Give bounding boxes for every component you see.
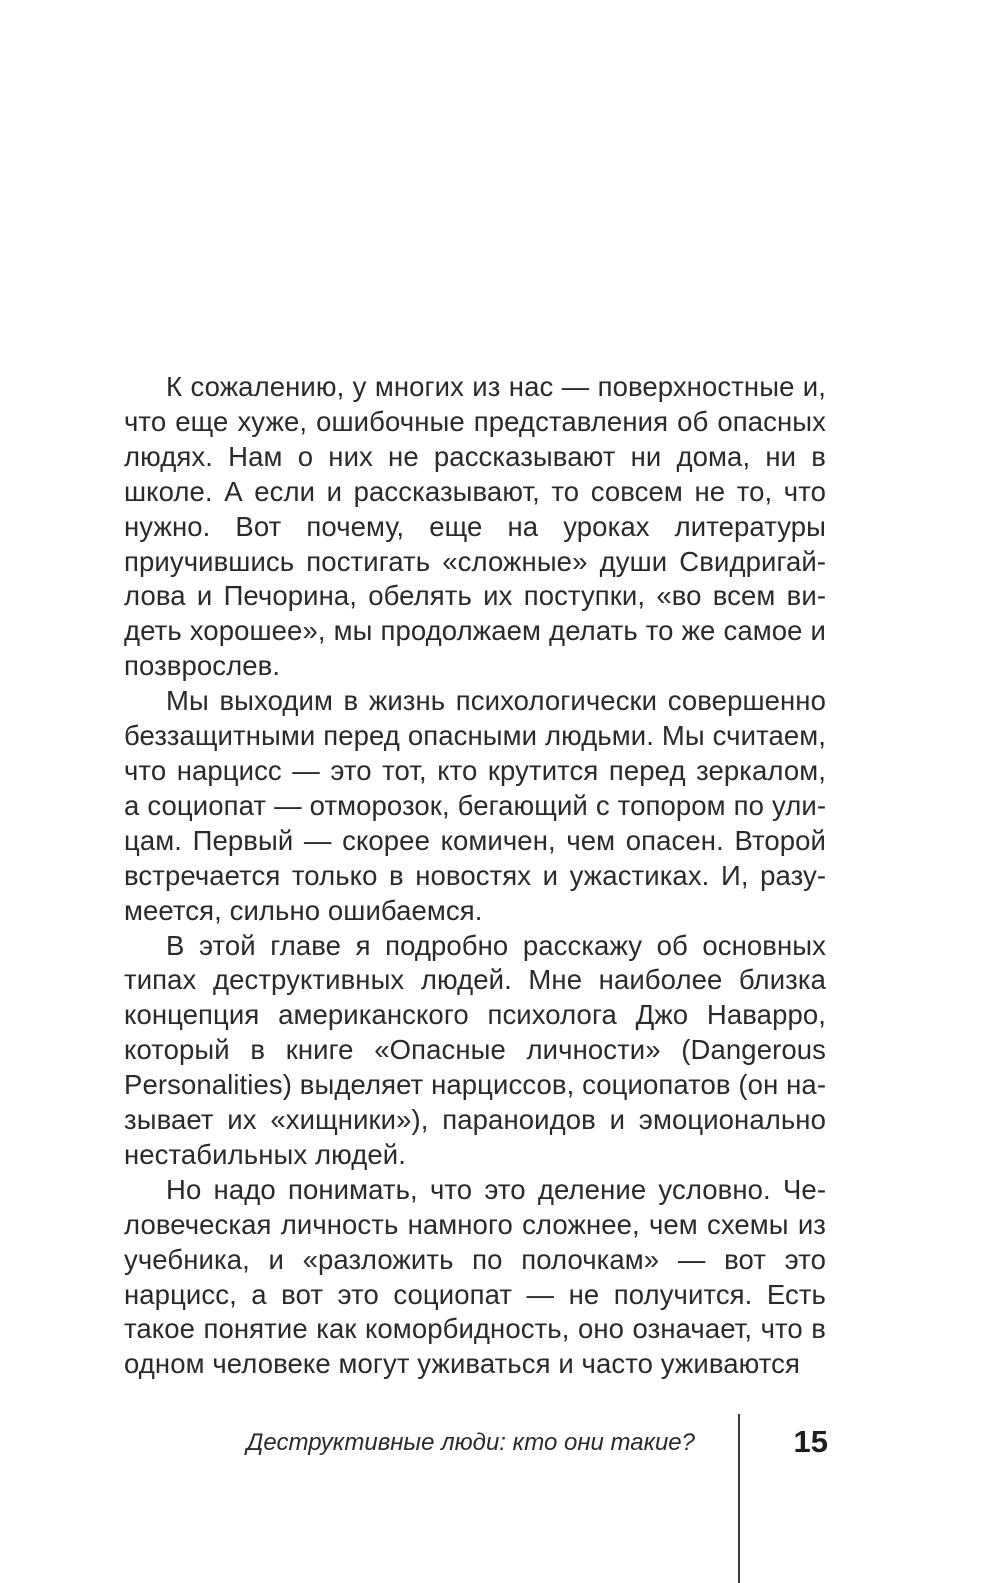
paragraph-3: В этой главе я подробно расскажу об основных типах деструктивных людей. Мне наиболее близка концепция американского психолога Джо Наварро, который в книге «Опасные личности» (Dangerous Personalities) выделяет нарциссов, социопатов (он называет их «хищники»), параноидов и эмоционально нестабильных людей. (124, 929, 826, 1170)
footer-divider (738, 1414, 740, 1583)
paragraph-4: Но надо понимать, что это деление условно. Человеческая личность намного сложнее, чем схемы из учебника, и «разложить по полочкам» — вот это нарцисс, а вот это социопат — не получится. Есть такое понятие как коморбидность, оно означает, что в одном человеке могут уживаться и часто уживаются (124, 1173, 826, 1380)
page-number: 15 (793, 1424, 828, 1459)
paragraph-2: Мы выходим в жизнь психологически совершенно беззащитными перед опасными людьми. Мы считаем, что нарцисс — это тот, кто крутится перед зеркалом, а социопат — отморозок, бегающий с топором по улицам. Первый — скорее комичен, чем опасен. Второй встречается только в новостях и ужастиках. И, разумеется, сильно ошибаемся. (124, 685, 826, 926)
main-text (124, 370, 826, 1382)
paragraph-1: К сожалению, у многих из нас — поверхностные и, что еще хуже, ошибочные представления об опасных людях. Нам о них не рассказывают ни дома, ни в школе. А если и рассказывают, то совсем не то, что нужно. Вот почему, еще на уроках литературы приучившись постигать «сложные» души Свидригайлова и Печорина, обелять их поступки, «во всем видеть хорошее», мы продолжаем делать то же самое и позврослев. (124, 371, 826, 682)
running-footer-title: Деструктивные люди: кто они такие? (246, 1429, 695, 1456)
